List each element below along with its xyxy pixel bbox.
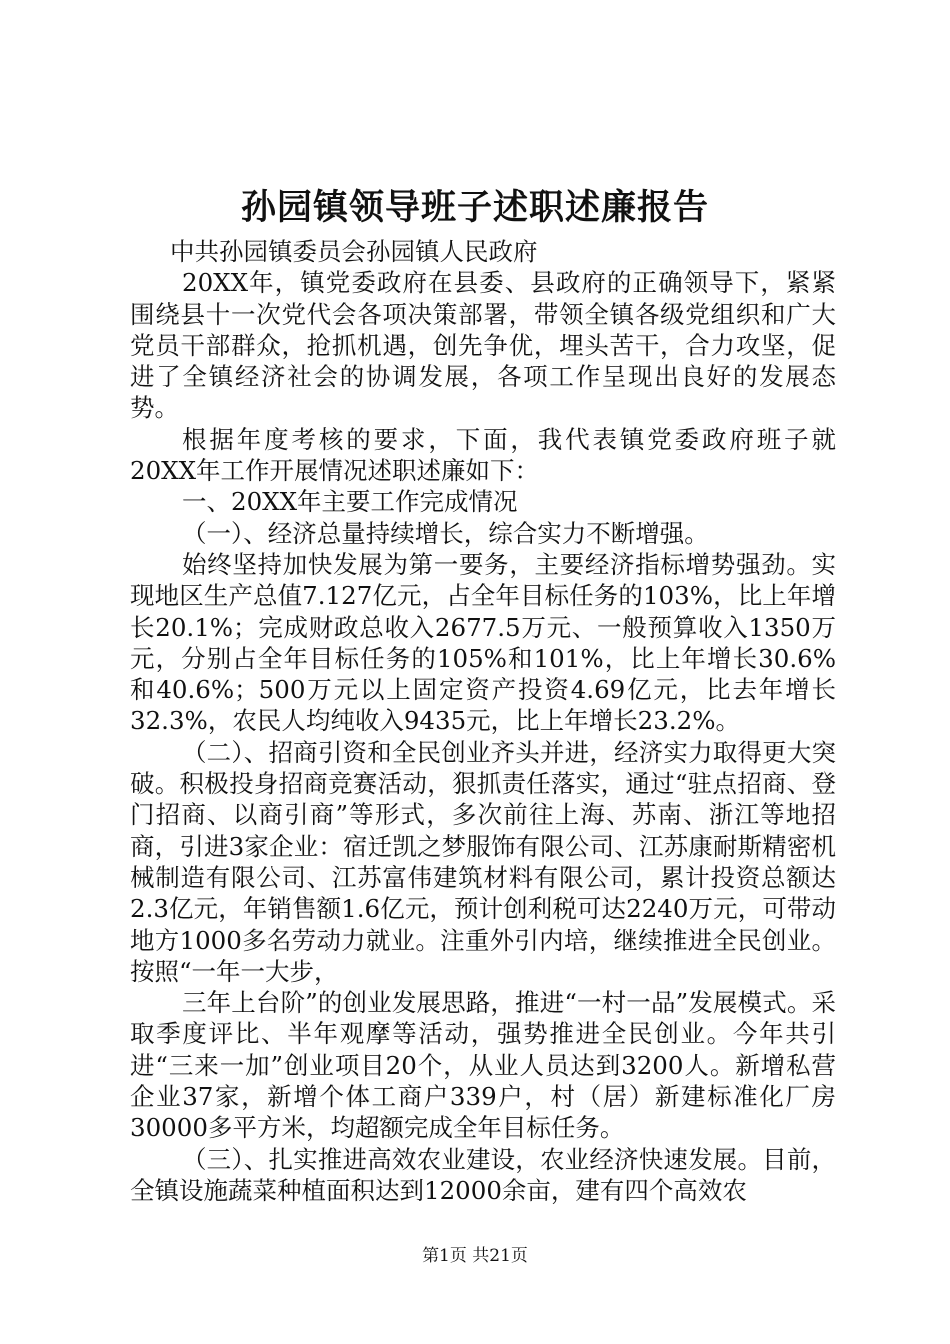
section-heading: 一、20XX年主要工作完成情况 [182,487,518,517]
page-footer: 第1页 共21页 [422,1246,528,1266]
document-body [130,236,836,1206]
subsection-heading: （一）、经济总量持续增长，综合实力不断增强。 [182,518,709,548]
paragraph: 三年上台阶”的创业发展思路，推进“一村一品”发展模式。采取季度评比、半年观摩等活动，强势推进全民创业。今年共引进“三来一加”创业项目20个，从业人员达到3200人。新增私营企业37家，新增个体工商户339户，村（居）新建标准化厂房30000多平方米，均超额完成全年目标任务。 [130,988,836,1143]
paragraph: 20XX年，镇党委政府在县委、县政府的正确领导下，紧紧围绕县十一次党代会各项决策部署，带领全镇各级党组织和广大党员干部群众，抢抓机遇，创先争优，埋头苦干，合力攻坚，促进了全镇经济社会的协调发展，各项工作呈现出良好的发展态势。 [130,268,836,423]
paragraph: （三）、扎实推进高效农业建设，农业经济快速发展。目前，全镇设施蔬菜种植面积达到12000余亩，建有四个高效农 [130,1144,836,1205]
paragraph: （二）、招商引资和全民创业齐头并进，经济实力取得更大突破。积极投身招商竞赛活动，狠抓责任落实，通过“驻点招商、登门招商、以商引商”等形式，多次前往上海、苏南、浙江等地招商，引进3家企业：宿迁凯之梦服饰有限公司、江苏康耐斯精密机械制造有限公司、江苏富伟建筑材料有限公司，累计投资总额达2.3亿元，年销售额1.6亿元，预计创利税可达2240万元，可带动地方1000多名劳动力就业。注重外引内培，继续推进全民创业。按照“一年一大步， [130,737,836,986]
author-line: 中共孙园镇委员会孙园镇人民政府 [170,237,538,266]
paragraph: 根据年度考核的要求，下面，我代表镇党委政府班子就20XX年工作开展情况述职述廉如下： [130,424,836,486]
document-title: 孙园镇领导班子述职述廉报告 [240,187,709,228]
paragraph: 始终坚持加快发展为第一要务，主要经济指标增势强劲。实现地区生产总值7.127亿元，占全年目标任务的103%，比上年增长20.1%；完成财政总收入2677.5万元、一般预算收入1350万元，分别占全年目标任务的105%和101%，比上年增长30.6%和40.6%；500万元以上固定资产投资4.69亿元，比去年增长32.3%，农民人均纯收入9435元，比上年增长23.2%。 [130,549,836,736]
